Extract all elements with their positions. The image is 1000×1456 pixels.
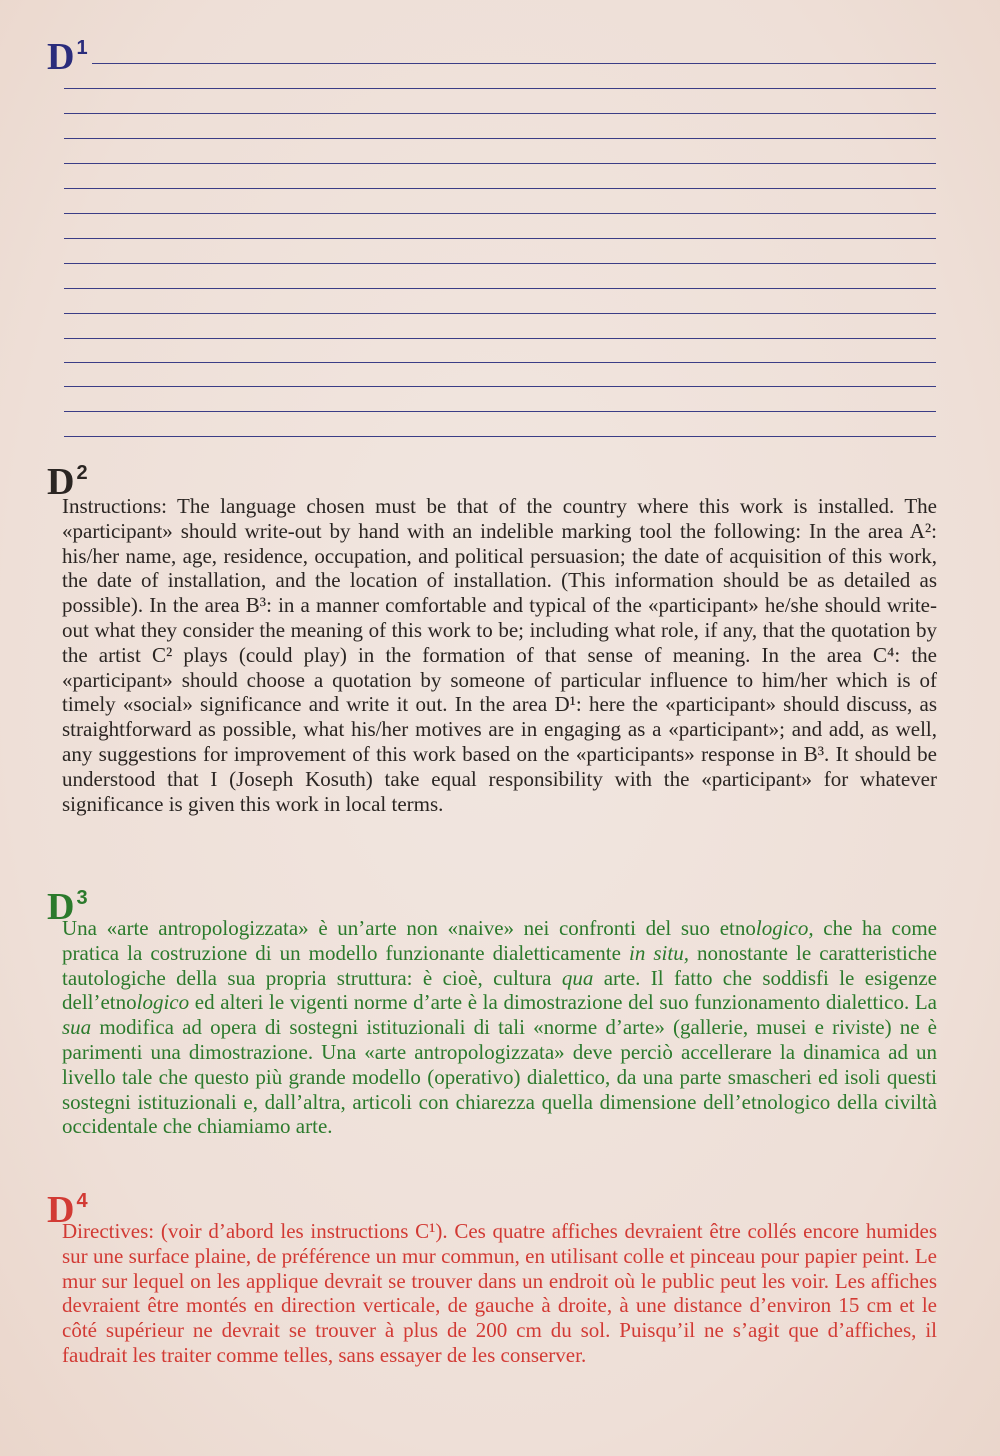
- writing-line: [64, 338, 936, 339]
- writing-line: [64, 313, 936, 314]
- writing-line: [64, 288, 936, 289]
- writing-line: [64, 163, 936, 164]
- instructions-text: Instructions: The language chosen must be that of the country where this work is installed. The «participant» should write-out by hand with an indelible marking tool the following: In the area A²: his/her name, age, residence, occupation, and political persuasion; the date of acquisition of this work, the date of installation, and the location of installation. (This information should be as detailed as possible). In the area B³: in a manner comfortable and typical of the «participant» he/she should write-out what they consider the meaning of this work to be; including what role, if any, that the quotation by the artist C² plays (could play) in the formation of that sense of meaning. In the area C⁴: the «participant» should choose a quotation by someone of particular influence to him/her which is of timely «social» significance and write it out. In the area D¹: here the «participant» should discuss, as straightforward as possible, what his/her motives are in engaging as a «participant»; and add, as well, any suggestions for improvement of this work based on the «participants» response in B³. It should be understood that I (Joseph Kosuth) take equal responsibility with the «participant» for whatever significance is given this work in local terms.: [62, 494, 937, 816]
- writing-line: [64, 263, 936, 264]
- instructions-english: [62, 494, 937, 816]
- writing-line: [64, 436, 936, 437]
- writing-line: [64, 238, 936, 239]
- writing-line: [64, 386, 936, 387]
- italian-text: Una «arte antropologizzata» è un’arte non «naive» nei confronti del suo etnologico, che ha come pratica la costruzione di un modello funzionante dialetticamente in situ, nonostante le caratteristiche tautologiche della sua propria struttura: è cioè, cultura qua arte. Il fatto che soddisfi le esigenze dell’etnologico ed alteri le vigenti norme d’arte è la dimostrazione del suo funzionamento dialettico. La sua modifica ad opera di sostegni istituzionali di tali «norme d’arte» (gallerie, musei e riviste) ne è parimenti una dimostrazione. Una «arte antropologizzata» deve perciò accellerare la dinamica ad un livello tale che questo più grande modello (operativo) dialettico, da una parte smascheri ed isoli questi sostegni istituzionali e, dall’altra, articoli con chiarezza quella dimensione dell’etnologico della civiltà occidentale che chiamiamo arte.: [62, 916, 937, 1139]
- writing-line: [64, 213, 936, 214]
- section-heading-d2: D $^2$: [47, 461, 88, 503]
- writing-line: [64, 188, 936, 189]
- writing-line: [64, 411, 936, 412]
- directives-text: Directives: (voir d’abord les instructions C¹). Ces quatre affiches devraient être collés encore humides sur une surface plaine, de préférence un mur commun, en utilisant colle et pinceau pour papier peint. Le mur sur lequel on les applique devrait se trouver dans un endroit où le public peut les voir. Les affiches devraient être montés en direction verticale, de gauche à droite, à une distance d’environ 15 cm et le côté supérieur ne devrait se trouver à plus de 200 cm du sol. Puisqu’il ne s’agit que d’affiches, il faudrait les traiter comme telles, sans essayer de les conserver.: [62, 1219, 937, 1367]
- section-heading-d3: D $^3$: [47, 886, 88, 928]
- writing-line: [64, 362, 936, 363]
- writing-line: [64, 138, 936, 139]
- text-italian: [62, 916, 937, 1139]
- directives-french: [62, 1219, 937, 1368]
- section-heading-d1: D $^1$: [47, 36, 88, 78]
- section-heading-d4: D $^4$: [47, 1189, 88, 1231]
- writing-line: [64, 88, 936, 89]
- writing-line: [64, 113, 936, 114]
- writing-line: [92, 63, 936, 64]
